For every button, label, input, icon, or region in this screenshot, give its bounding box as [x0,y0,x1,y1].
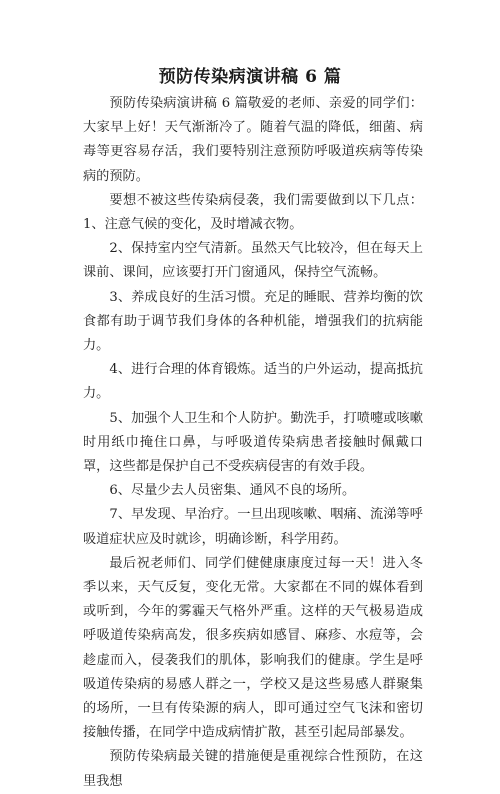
document-title: 预防传染病演讲稿 6 篇 [158,67,342,87]
paragraph: 3、养成良好的生活习惯。充足的睡眠、营养均衡的饮食都有助于调节我们身体的各种机能，增强我们的抗病能力。 [83,289,423,354]
paragraph: 6、尽量少去人员密集、通风不良的场所。 [109,483,356,499]
paragraph: 4、进行合理的体育锻炼。适当的户外运动，提高抵抗力。 [83,362,423,402]
paragraph: 5、加强个人卫生和个人防护。勤洗手，打喷嚏或咳嗽时用纸巾掩住口鼻，与呼吸道传染病患者接触时佩戴口罩，这些都是保护自己不受疾病侵害的有效手段。 [83,410,423,475]
paragraph: 预防传染病最关键的措施便是重视综合性预防，在这里我想 [83,749,423,789]
document-body [83,92,423,794]
paragraph: 最后祝老师们、同学们健健康康度过每一天！进入冬季以来，天气反复，变化无常。大家都在不同的媒体看到或听到，今年的雾霾天气格外严重。这样的天气极易造成呼吸道传染病高发，很多疾病如感冒、麻疹、水痘等，会趁虚而入，侵袭我们的肌体，影响我们的健康。学生是呼吸道传染病的易感人群之一，学校又是这些易感人群聚集的场所，一旦有传染源的病人，即可通过空气飞沫和密切接触传播，在同学中造成病情扩散，甚至引起局部暴发。 [83,555,423,741]
paragraph: 要想不被这些传染病侵袭，我们需要做到以下几点：1、注意气候的变化，及时增减衣物。 [83,192,423,233]
paragraph: 2、保持室内空气清新。虽然天气比较冷，但在每天上课前、课间，应该要打开门窗通风，保持空气流畅。 [83,241,423,281]
paragraph: 预防传染病演讲稿 6 篇敬爱的老师、亲爱的同学们：大家早上好！天气渐渐冷了。随着气温的降低，细菌、病毒等更容易存活，我们要特别注意预防呼吸道疾病等传染病的预防。 [83,96,423,184]
paragraph: 7、早发现、早治疗。一旦出现咳嗽、咽痛、流涕等呼吸道症状应及时就诊，明确诊断，科学用药。 [83,507,423,547]
